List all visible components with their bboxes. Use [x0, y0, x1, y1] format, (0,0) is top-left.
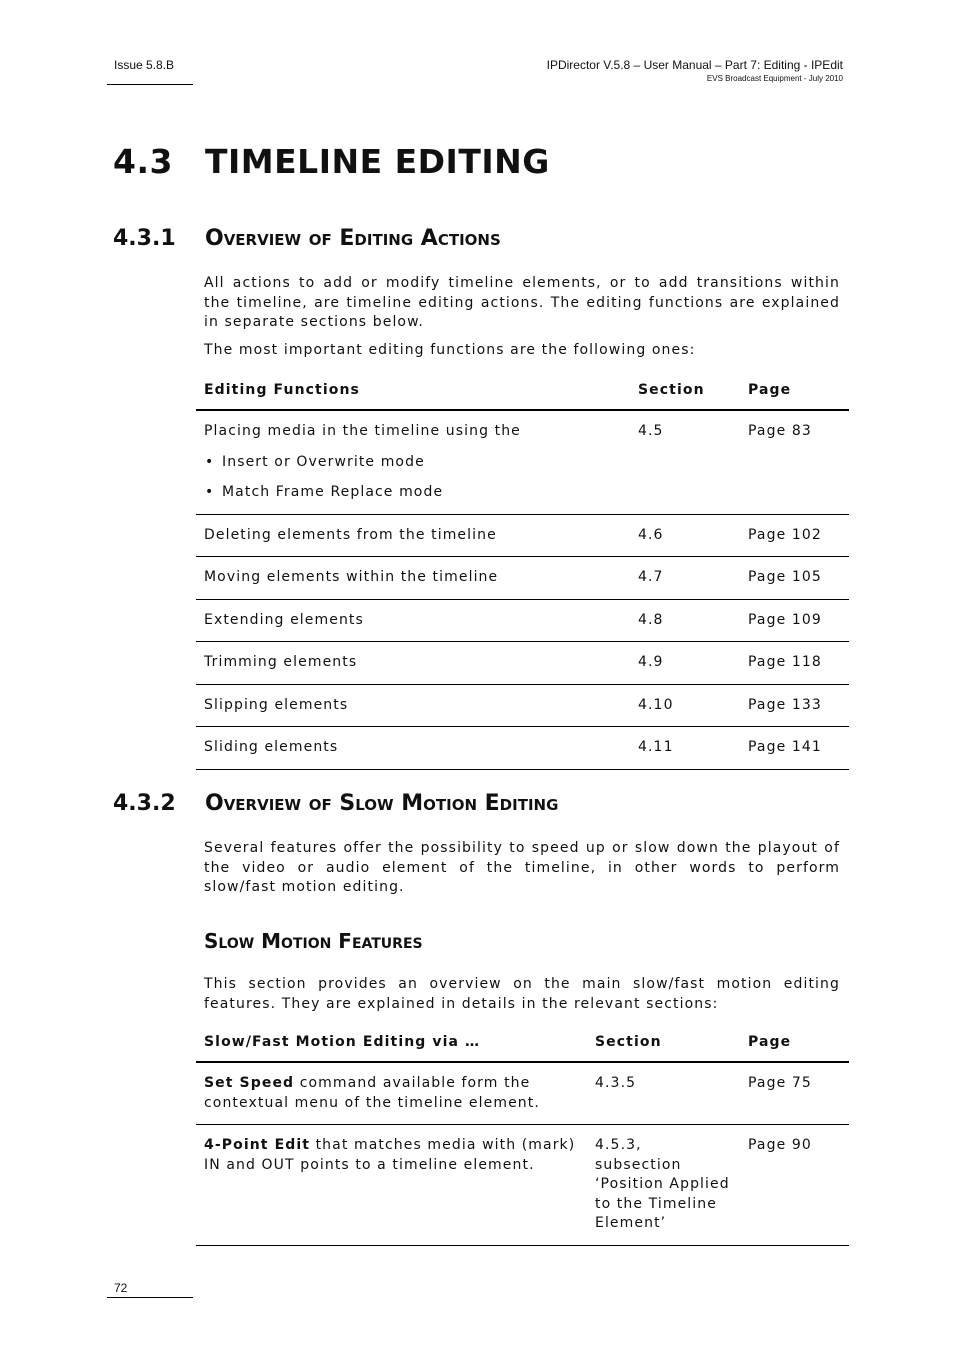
section-cell: 4.3.5	[587, 1062, 740, 1125]
table-row	[196, 727, 849, 770]
section-heading	[113, 142, 550, 181]
intro-paragraph: All actions to add or modify timeline elements, or to add transitions within the timeline, are timeline editing actions. The editing functions are explained in separate sections below.	[204, 275, 840, 330]
section-cell: 4.9	[630, 642, 740, 685]
section-cell: 4.5.3, subsection ‘Position Applied to the Timeline Element’	[587, 1125, 740, 1246]
page-cell: Page 105	[740, 557, 849, 600]
col-header-section: Section	[630, 370, 740, 410]
table-header-row	[196, 1022, 849, 1062]
features-heading: Slow Motion Features	[204, 929, 423, 953]
subsection-heading-4-3-2	[113, 791, 558, 816]
subsection-number: 4.3.2	[113, 791, 176, 816]
function-cell: Trimming elements	[196, 642, 630, 685]
table-row	[196, 514, 849, 557]
bullet-list	[204, 453, 622, 503]
feature-desc: command available form the contextual menu of the timeline element.	[204, 1075, 540, 1111]
function-cell: Deleting elements from the timeline	[196, 514, 630, 557]
page-cell: Page 90	[740, 1125, 849, 1246]
col-header-section: Section	[587, 1022, 740, 1062]
list-item: • Insert or Overwrite mode	[204, 453, 622, 473]
col-header-page: Page	[740, 1022, 849, 1062]
col-header-page: Page	[740, 370, 849, 410]
section-cell: 4.5	[630, 410, 740, 514]
subsection-title: Overview of Editing Actions	[205, 226, 501, 251]
feature-name: 4-Point Edit	[204, 1137, 311, 1153]
feature-cell	[196, 1062, 587, 1125]
slow-motion-table	[196, 1022, 849, 1246]
subsection-number: 4.3.1	[113, 226, 176, 251]
list-item: • Match Frame Replace mode	[204, 483, 622, 503]
feature-name: Set Speed	[204, 1075, 295, 1091]
section-cell: 4.10	[630, 684, 740, 727]
slow-motion-intro: Several features offer the possibility to speed up or slow down the playout of the video or audio element of the timeline, in other words to perform slow/fast motion editing.	[204, 840, 840, 895]
editing-functions-table	[196, 370, 849, 770]
col-header-via: Slow/Fast Motion Editing via …	[196, 1022, 587, 1062]
section-cell: 4.7	[630, 557, 740, 600]
function-cell: Moving elements within the timeline	[196, 557, 630, 600]
page-cell: Page 75	[740, 1062, 849, 1125]
function-cell: Sliding elements	[196, 727, 630, 770]
table-header-row	[196, 370, 849, 410]
page-cell: Page 133	[740, 684, 849, 727]
page-cell: Page 109	[740, 599, 849, 642]
subsection-heading-4-3-1	[113, 226, 501, 251]
function-cell: Slipping elements	[196, 684, 630, 727]
function-cell: Extending elements	[196, 599, 630, 642]
header-issue: Issue 5.8.B	[114, 58, 175, 72]
section-cell: 4.11	[630, 727, 740, 770]
header-rule	[107, 84, 193, 85]
section-cell: 4.6	[630, 514, 740, 557]
page-cell: Page 141	[740, 727, 849, 770]
features-paragraph: This section provides an overview on the main slow/fast motion editing features. They are explained in details in the relevant sections:	[204, 976, 840, 1012]
page-number: 72	[114, 1281, 128, 1295]
feature-cell	[196, 1125, 587, 1246]
section-number: 4.3	[113, 142, 173, 181]
table-row	[196, 1062, 849, 1125]
section-title: TIMELINE EDITING	[205, 142, 550, 181]
page-cell: Page 102	[740, 514, 849, 557]
feature-desc: that matches media with (mark) IN and OUT points to a timeline element.	[204, 1137, 576, 1173]
page-cell: Page 118	[740, 642, 849, 685]
table-row	[196, 410, 849, 514]
function-text: Placing media in the timeline using the	[204, 423, 521, 439]
subsection-title: Overview of Slow Motion Editing	[205, 791, 559, 816]
function-cell	[196, 410, 630, 514]
header-doc-info	[547, 58, 843, 83]
page-cell: Page 83	[740, 410, 849, 514]
section-cell: 4.8	[630, 599, 740, 642]
table-row	[196, 557, 849, 600]
header-subtitle: EVS Broadcast Equipment - July 2010	[706, 74, 843, 83]
col-header-functions: Editing Functions	[196, 370, 630, 410]
table-row	[196, 1125, 849, 1246]
footer-rule	[107, 1297, 193, 1298]
functions-intro: The most important editing functions are the following ones:	[204, 342, 696, 358]
table-row	[196, 599, 849, 642]
table-row	[196, 684, 849, 727]
header-title: IPDirector V.5.8 – User Manual – Part 7: Editing - IPEdit	[546, 58, 843, 72]
table-row	[196, 642, 849, 685]
